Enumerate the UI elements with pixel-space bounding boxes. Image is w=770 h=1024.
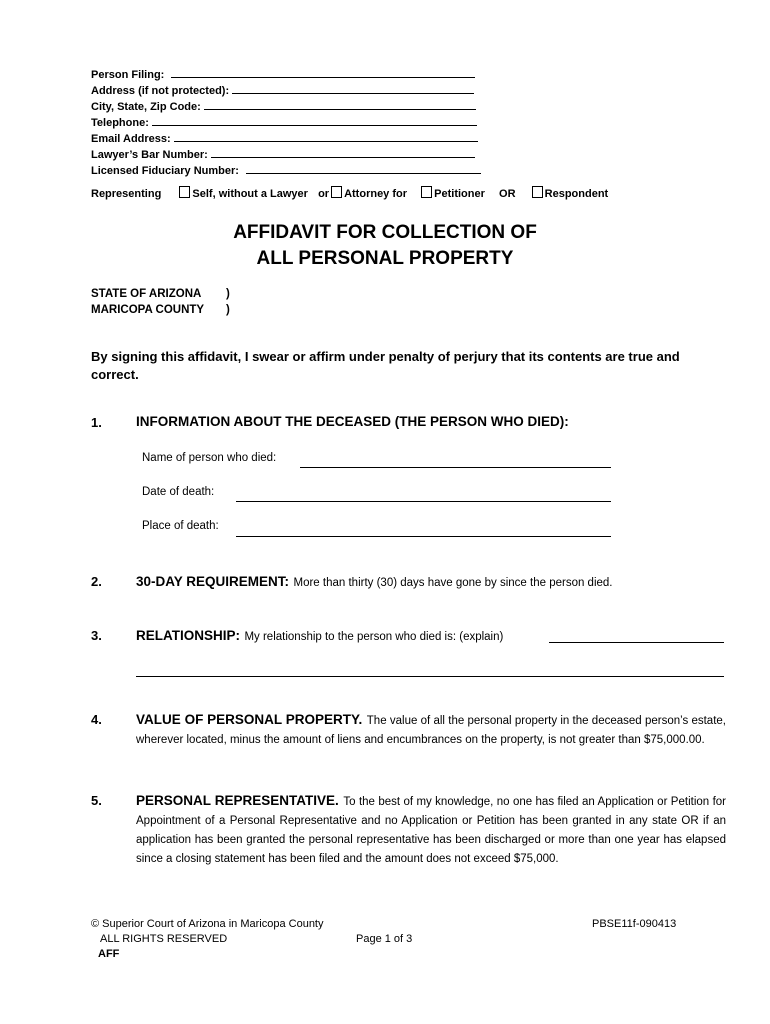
footer-form-id: PBSE11f-090413 xyxy=(592,918,677,930)
section-3-heading: RELATIONSHIP: xyxy=(136,628,240,643)
city-field[interactable] xyxy=(204,98,476,110)
section-2-content xyxy=(136,573,613,591)
section-2-heading: 30-DAY REQUIREMENT: xyxy=(136,574,290,589)
section-5-content xyxy=(136,792,726,868)
email-label: Email Address: xyxy=(91,133,171,145)
person-filing-label: Person Filing: xyxy=(91,69,165,81)
self-checkbox[interactable] xyxy=(179,186,190,198)
person-filing-field[interactable] xyxy=(171,66,475,78)
relationship-field[interactable] xyxy=(549,642,724,643)
representing-label: Representing xyxy=(91,188,162,200)
venue-state: STATE OF ARIZONA xyxy=(91,288,202,300)
venue-paren-2: ) xyxy=(226,304,230,316)
representing-row xyxy=(91,186,608,200)
footer-rights: ALL RIGHTS RESERVED xyxy=(100,933,228,945)
petitioner-checkbox[interactable] xyxy=(421,186,432,198)
section-1-heading: INFORMATION ABOUT THE DECEASED (THE PERSON WHO DIED): xyxy=(136,414,569,429)
section-4-text: The value of all the personal property in the deceased person’s estate, wherever located, minus the amount of liens and encumbrances on the property, is not greater than $75,000.00. xyxy=(136,715,726,746)
deceased-name-label: Name of person who died: xyxy=(142,452,277,464)
telephone-label: Telephone: xyxy=(91,117,149,129)
attorney-label: Attorney for xyxy=(344,188,408,200)
date-of-death-label: Date of death: xyxy=(142,486,215,498)
bar-number-row xyxy=(91,146,475,161)
footer-page-number: Page 1 of 3 xyxy=(356,933,413,945)
address-field[interactable] xyxy=(232,82,474,94)
or-uppercase-label: OR xyxy=(499,188,516,200)
section-1-number: 1. xyxy=(91,415,102,430)
section-4-heading: VALUE OF PERSONAL PROPERTY. xyxy=(136,712,363,727)
footer-copyright: © Superior Court of Arizona in Maricopa County xyxy=(91,918,324,930)
venue-county: MARICOPA COUNTY xyxy=(91,304,205,316)
section-4-number: 4. xyxy=(91,712,102,727)
person-filing-row xyxy=(91,66,475,81)
deceased-name-field[interactable] xyxy=(300,467,611,468)
document-title-line2: ALL PERSONAL PROPERTY xyxy=(256,248,514,269)
document-title-line1: AFFIDAVIT FOR COLLECTION OF xyxy=(233,222,537,243)
fiduciary-label: Licensed Fiduciary Number: xyxy=(91,165,239,177)
respondent-checkbox[interactable] xyxy=(532,186,543,198)
oath-statement: By signing this affidavit, I swear or affirm under penalty of perjury that its contents are true and correct. xyxy=(91,349,680,382)
section-3-text: My relationship to the person who died is: (explain) xyxy=(244,631,504,643)
respondent-label: Respondent xyxy=(544,188,609,200)
email-field[interactable] xyxy=(174,130,478,142)
venue-paren-1: ) xyxy=(226,288,230,300)
section-4-content xyxy=(136,711,726,749)
petitioner-label: Petitioner xyxy=(434,188,485,200)
section-3-number: 3. xyxy=(91,628,102,643)
address-row xyxy=(91,82,474,97)
place-of-death-field[interactable] xyxy=(236,536,611,537)
city-row xyxy=(91,98,476,113)
self-label: Self, without a Lawyer xyxy=(192,188,308,200)
section-3-content xyxy=(136,627,503,645)
section-5-number: 5. xyxy=(91,793,102,808)
relationship-field-2[interactable] xyxy=(136,676,724,677)
date-of-death-field[interactable] xyxy=(236,501,611,502)
fiduciary-field[interactable] xyxy=(246,162,481,174)
section-5-text: To the best of my knowledge, no one has filed an Application or Petition for Appointment of a Personal Representative and no Application or Petition has been granted in any state OR if an application has been granted the personal representative has been discharged or more than one year has elapsed since a closing statement has been filed and the amount does not exceed $75,000. xyxy=(136,796,726,865)
address-label: Address (if not protected): xyxy=(91,85,230,97)
place-of-death-label: Place of death: xyxy=(142,520,219,532)
section-5-heading: PERSONAL REPRESENTATIVE. xyxy=(136,793,339,808)
city-label: City, State, Zip Code: xyxy=(91,101,201,113)
bar-number-field[interactable] xyxy=(211,146,475,158)
bar-number-label: Lawyer’s Bar Number: xyxy=(91,149,208,161)
section-2-text: More than thirty (30) days have gone by since the person died. xyxy=(293,577,613,589)
or-label: or xyxy=(318,188,330,200)
fiduciary-row xyxy=(91,162,481,177)
footer-code: AFF xyxy=(98,948,120,960)
telephone-row xyxy=(91,114,477,129)
attorney-checkbox[interactable] xyxy=(331,186,342,198)
telephone-field[interactable] xyxy=(152,114,477,126)
email-row xyxy=(91,130,478,145)
section-2-number: 2. xyxy=(91,574,102,589)
